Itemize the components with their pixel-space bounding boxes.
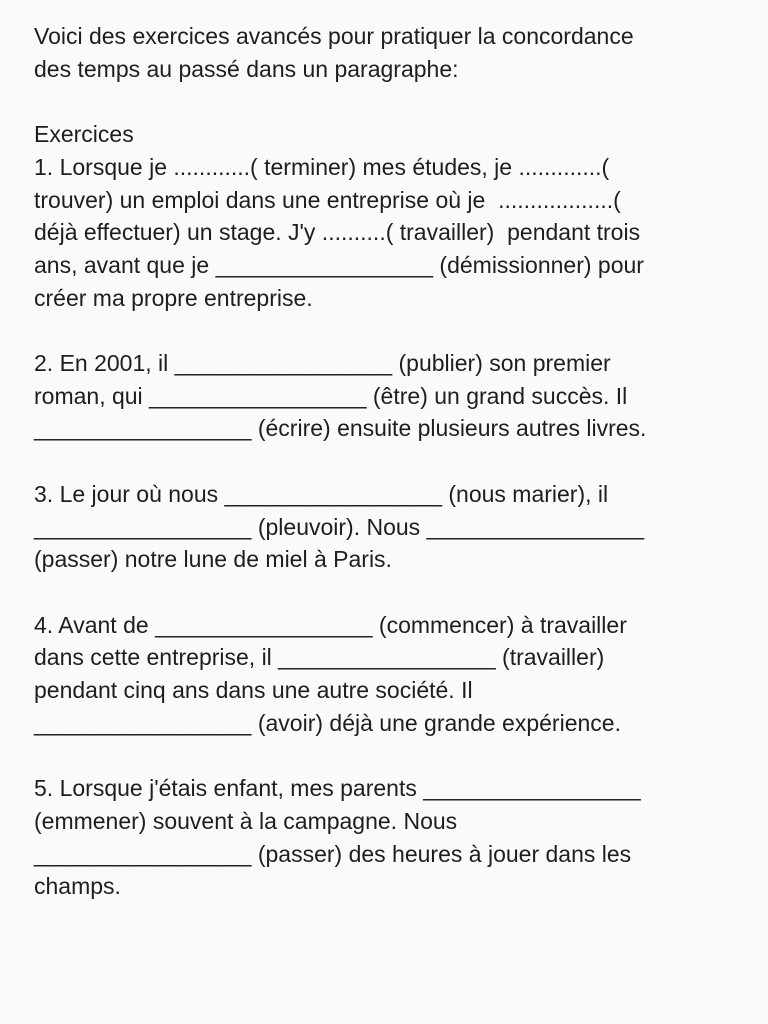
exercise-line: trouver) un emploi dans une entreprise où je ..................( — [34, 186, 621, 213]
exercise-line: 3. Le jour où nous _________________ (nous marier), il — [34, 480, 609, 507]
paragraph-gap — [34, 314, 744, 347]
exercise-2 — [34, 347, 744, 445]
intro-line: des temps au passé dans un paragraphe: — [34, 55, 459, 82]
paragraph-gap — [34, 445, 744, 478]
exercise-line: 2. En 2001, il _________________ (publier) son premier — [34, 350, 611, 376]
exercise-line: _________________ (avoir) déjà une grande expérience. — [34, 709, 621, 736]
intro-line: Voici des exercices avancés pour pratiquer la concordance — [34, 23, 634, 49]
exercise-line: roman, qui _________________ (être) un grand succès. Il — [34, 382, 628, 409]
exercise-line: _________________ (pleuvoir). Nous _________________ — [34, 513, 645, 540]
exercise-line: _________________ (passer) des heures à jouer dans les — [34, 840, 632, 867]
section-title: Exercices — [34, 121, 134, 148]
exercise-1 — [34, 151, 744, 315]
exercise-line: créer ma propre entreprise. — [34, 284, 313, 311]
exercise-3 — [34, 478, 744, 576]
exercise-line: 1. Lorsque je ............( terminer) mes études, je .............( — [34, 153, 610, 180]
exercise-line: déjà effectuer) un stage. J'y ..........( travailler) pendant trois — [34, 219, 641, 246]
exercise-line: (passer) notre lune de miel à Paris. — [34, 546, 392, 573]
exercise-line: dans cette entreprise, il _________________ (travailler) — [34, 644, 605, 671]
exercise-4 — [34, 609, 744, 740]
document-body — [34, 20, 744, 903]
exercise-line: _________________ (écrire) ensuite plusieurs autres livres. — [34, 415, 647, 442]
exercise-line: 4. Avant de _________________ (commencer) à travailler — [34, 611, 627, 638]
exercise-5 — [34, 772, 744, 903]
paragraph-gap — [34, 739, 744, 772]
paragraph-gap — [34, 576, 744, 609]
exercise-line: (emmener) souvent à la campagne. Nous — [34, 807, 458, 834]
exercise-line: pendant cinq ans dans une autre société. Il — [34, 677, 473, 703]
exercise-line: champs. — [34, 873, 121, 900]
exercise-line: ans, avant que je _________________ (démissionner) pour — [34, 251, 644, 278]
intro-paragraph — [34, 20, 744, 85]
exercise-line: 5. Lorsque j'étais enfant, mes parents _________________ — [34, 775, 641, 802]
paragraph-gap — [34, 85, 744, 118]
